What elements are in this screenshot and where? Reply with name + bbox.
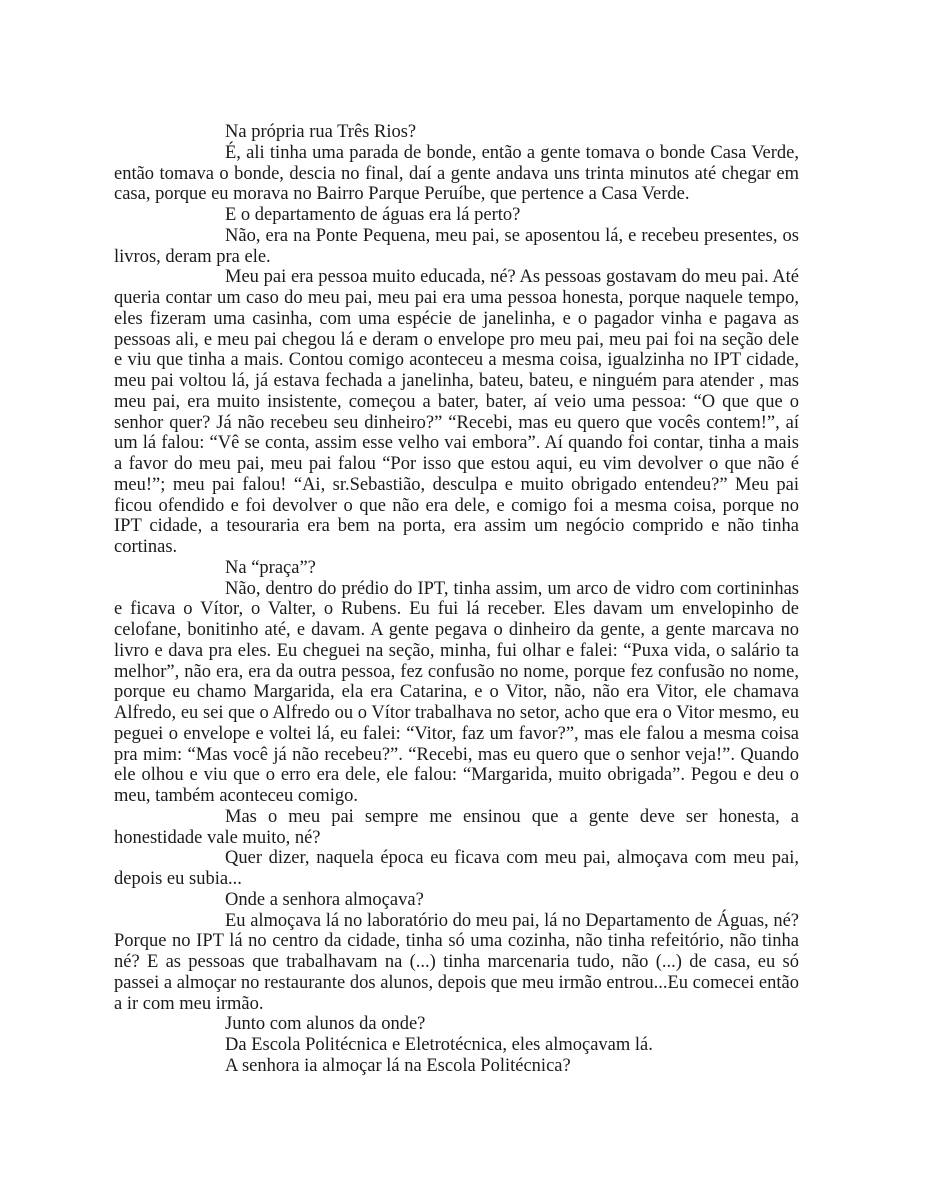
paragraph: Na “praça”? — [225, 557, 316, 578]
paragraph: É, ali tinha uma parada de bonde, então a gente tomava o bonde Casa Verde, então tomava o bonde, descia no final, daí a gente andava uns trinta minutos até chegar em casa, porque eu morava no Bairro Parque Peruíbe, que pertence a Casa Verde. — [114, 142, 799, 205]
paragraph: Mas o meu pai sempre me ensinou que a gente deve ser honesta, a honestidade vale muito, né? — [114, 806, 799, 848]
paragraph: Meu pai era pessoa muito educada, né? As pessoas gostavam do meu pai. Até queria contar um caso do meu pai, meu pai era uma pessoa honesta, porque naquele tempo, eles fizeram uma casinha, com uma espécie de janelinha, e o pagador vinha e pagava as pessoas ali, e meu pai chegou lá e deram o envelope pro meu pai, meu pai foi na seção dele e viu que tinha a mais. Contou comigo aconteceu a mesma coisa, igualzinha no IPT cidade, meu pai voltou lá, já estava fechada a janelinha, bateu, bateu, e ninguém para atender , mas meu pai, era muito insistente, começou a bater, bater, aí veio uma pessoa: “O que que o senhor quer? Já não recebeu seu dinheiro?” “Recebi, mas eu quero que vocês contem!”, aí um lá falou: “Vê se conta, assim esse velho vai embora”. Aí quando foi contar, tinha a mais a favor do meu pai, meu pai falou “Por isso que estou aqui, eu vim devolver o que não é meu!”; meu pai falou! “Ai, sr.Sebastião, desculpa e muito obrigado entendeu?” Meu pai ficou ofendido e foi devolver o que não era dele, e comigo foi a mesma coisa, porque no IPT cidade, a tesouraria era bem na porta, era assim um negócio comprido e não tinha cortinas. — [114, 267, 799, 557]
document-body — [114, 122, 799, 1077]
paragraph: Não, era na Ponte Pequena, meu pai, se aposentou lá, e recebeu presentes, os livros, deram pra ele. — [114, 225, 799, 267]
paragraph: Da Escola Politécnica e Eletrotécnica, eles almoçavam lá. — [225, 1035, 653, 1055]
paragraph: Onde a senhora almoçava? — [225, 889, 424, 910]
paragraph: Eu almoçava lá no laboratório do meu pai, lá no Departamento de Águas, né? Porque no IPT lá no centro da cidade, tinha só uma cozinha, não tinha refeitório, não tinha né? E as pessoas que trabalhavam na (...) tinha marcenaria tudo, não (...) de casa, eu só passei a almoçar no restaurante dos alunos, depois que meu irmão entrou...Eu comecei então a ir com meu irmão. — [114, 910, 799, 1014]
paragraph: Quer dizer, naquela época eu ficava com meu pai, almoçava com meu pai, depois eu subia... — [114, 848, 799, 889]
paragraph: A senhora ia almoçar lá na Escola Politécnica? — [225, 1055, 571, 1076]
paragraph: Na própria rua Três Rios? — [225, 122, 417, 142]
paragraph: Junto com alunos da onde? — [225, 1014, 426, 1035]
paragraph: Não, dentro do prédio do IPT, tinha assim, um arco de vidro com cortininhas e ficava o Vítor, o Valter, o Rubens. Eu fui lá receber. Eles davam um envelopinho de celofane, bonitinho até, e davam. A gente pegava o dinheiro da gente, a gente marcava no livro e dava pra eles. Eu cheguei na seção, minha, fui olhar e falei: “Puxa vida, o salário ta melhor”, não era, era da outra pessoa, fez confusão no nome, porque fez confusão no nome, porque eu chamo Margarida, ela era Catarina, e o Vitor, não, não era Vitor, ele chamava Alfredo, eu sei que o Alfredo ou o Vítor trabalhava no setor, acho que era o Vitor mesmo, eu peguei o envelope e voltei lá, eu falei: “Vitor, faz um favor?”, mas ele falou a mesma coisa pra mim: “Mas você já não recebeu?”. “Recebi, mas eu quero que o senhor veja!”. Quando ele olhou e viu que o erro era dele, ele falou: “Margarida, muito obrigada”. Pegou e deu o meu, também aconteceu comigo. — [114, 578, 799, 806]
paragraph: E o departamento de águas era lá perto? — [225, 205, 521, 225]
